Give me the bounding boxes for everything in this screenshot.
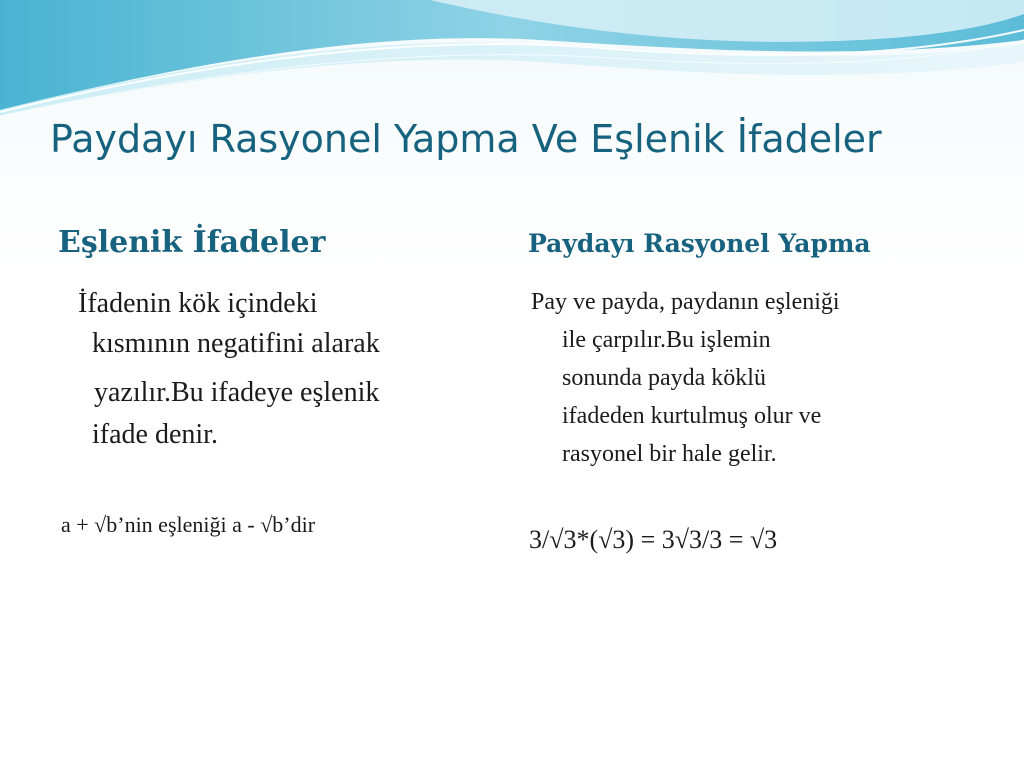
right-column-heading: Paydayı Rasyonel Yapma	[528, 229, 871, 258]
text-line: rasyonel bir hale gelir.	[562, 441, 777, 467]
rationalize-formula: 3/√3*(√3) = 3√3/3 = √3	[529, 525, 778, 554]
slide-title: Paydayı Rasyonel Yapma Ve Eşlenik İfadeler	[50, 117, 882, 161]
text-line: Pay ve payda, paydanın eşleniği	[531, 289, 840, 315]
text-line: yazılır.Bu ifadeye eşlenik	[94, 377, 380, 408]
left-column-heading: Eşlenik İfadeler	[58, 225, 326, 260]
decorative-wave	[0, 0, 1024, 120]
text-line: ifadeden kurtulmuş olur ve	[562, 403, 822, 429]
text-line: İfadenin kök içindeki	[78, 288, 318, 319]
conjugate-formula: a + √b’nin eşleniği a - √b’dir	[61, 512, 316, 537]
text-line: kısmının negatifini alarak	[92, 328, 380, 359]
right-paragraph	[531, 283, 981, 473]
text-line: sonunda payda köklü	[562, 365, 766, 391]
left-paragraph-1	[78, 284, 498, 364]
left-paragraph-2	[92, 372, 512, 456]
text-line: ile çarpılır.Bu işlemin	[562, 327, 771, 353]
text-line: ifade denir.	[92, 419, 218, 450]
